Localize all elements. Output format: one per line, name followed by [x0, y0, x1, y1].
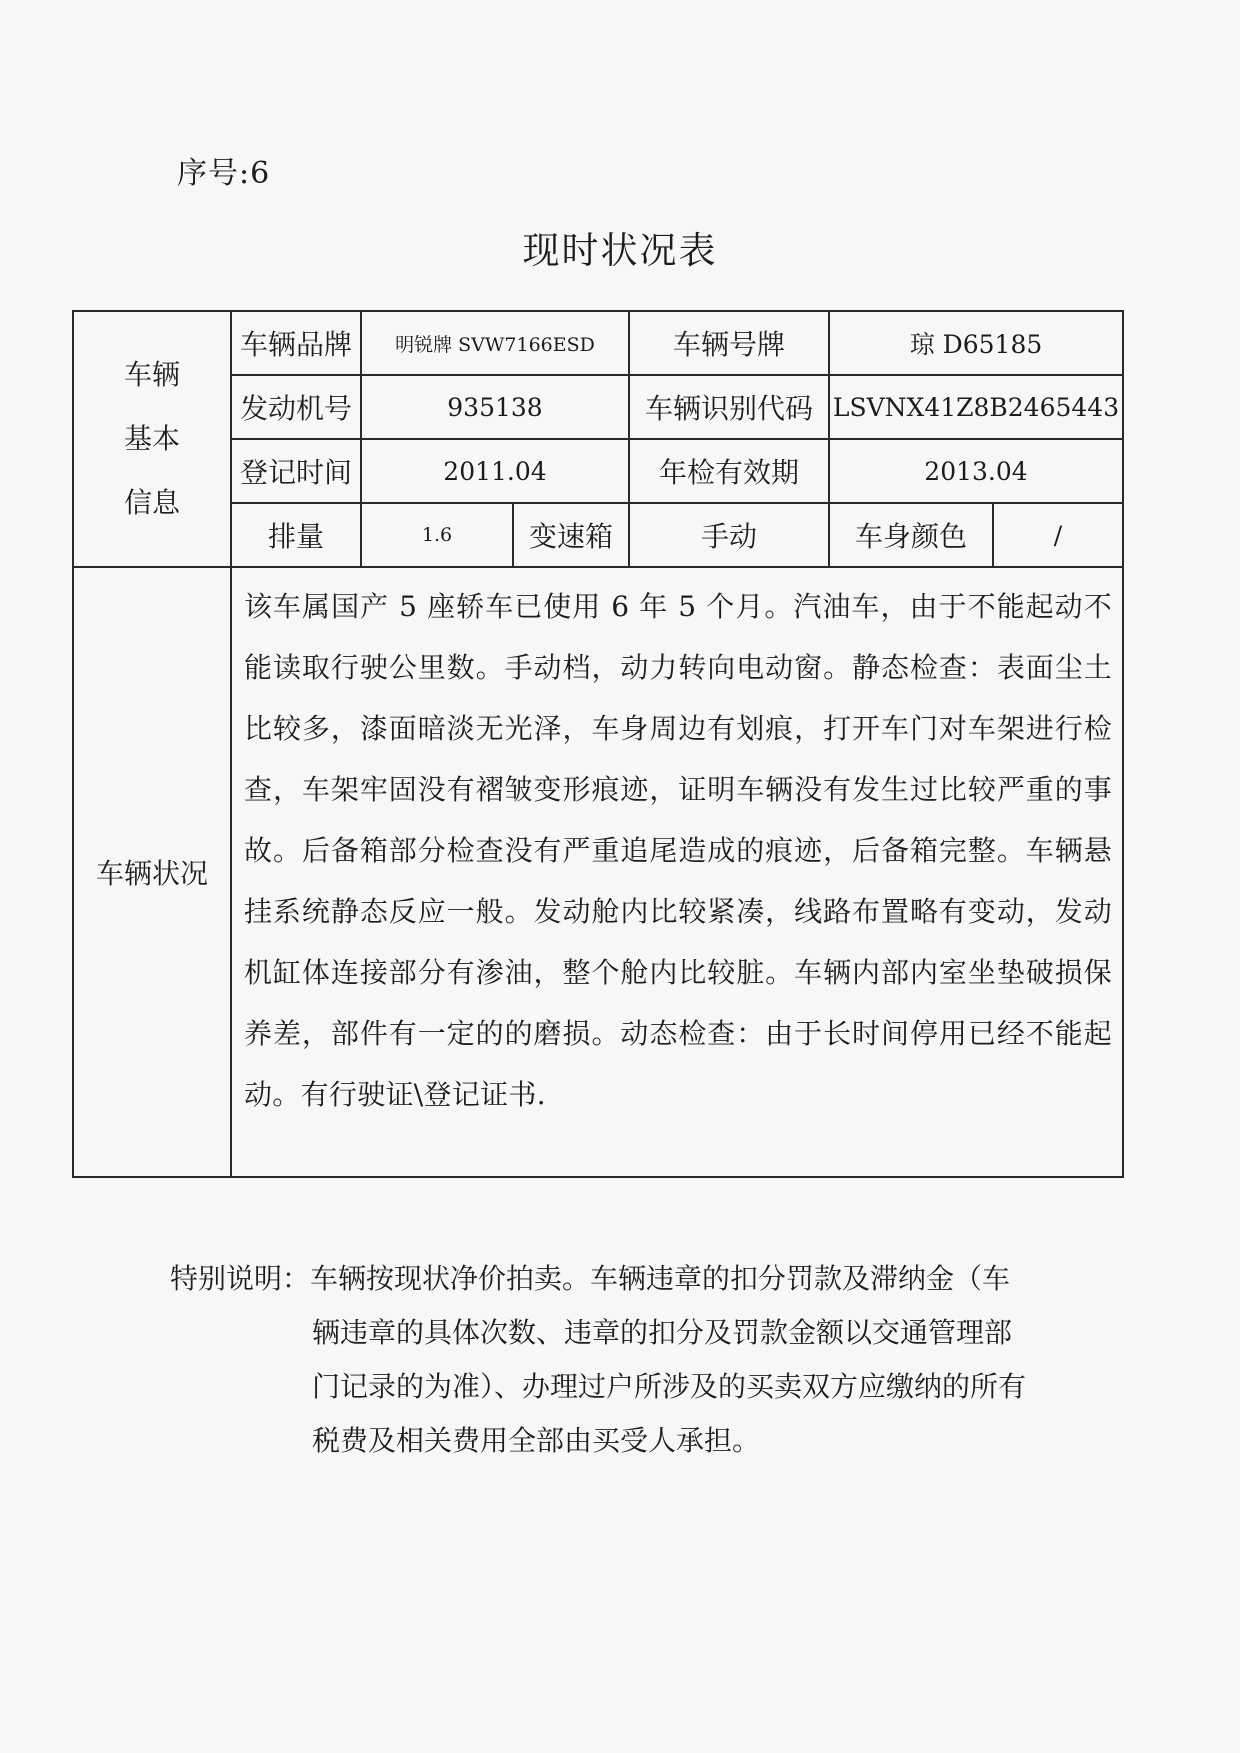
- sequence-number: 序号:6: [177, 156, 271, 191]
- inspection-value: 2013.04: [829, 439, 1123, 503]
- register-label: 登记时间: [231, 439, 361, 503]
- special-note-text: 车辆按现状净价拍卖。车辆违章的扣分罚款及滞纳金（车辆违章的具体次数、违章的扣分及罚款金额以交通管理部门记录的为准）、办理过户所涉及的买卖双方应缴纳的所有税费及相关费用全部由买受人承担。: [310, 1262, 1027, 1457]
- color-value: /: [993, 503, 1123, 567]
- basic-info-label-line: 基本: [123, 422, 180, 455]
- engine-label: 发动机号: [231, 375, 361, 439]
- page-title: 现时状况表: [522, 229, 718, 272]
- vin-label: 车辆识别代码: [629, 375, 829, 439]
- basic-info-label-line: 信息: [123, 486, 180, 519]
- brand-value: 明锐牌 SVW7166ESD: [361, 311, 629, 375]
- register-value: 2011.04: [361, 439, 629, 503]
- vehicle-status-table: [72, 310, 1124, 1178]
- basic-info-label-line: 车辆: [123, 358, 180, 391]
- displacement-value: 1.6: [361, 503, 513, 567]
- table-row: [73, 439, 1123, 503]
- table-row: [73, 567, 1123, 1177]
- gearbox-label: 变速箱: [513, 503, 629, 567]
- condition-text: 该车属国产 5 座轿车已使用 6 年 5 个月。汽油车，由于不能起动不能读取行驶公里数。手动档，动力转向电动窗。静态检查：表面尘土比较多，漆面暗淡无光泽，车身周边有划痕，打开车门对车架进行检查，车架牢固没有褶皱变形痕迹，证明车辆没有发生过比较严重的事故。后备箱部分检查没有严重追尾造成的痕迹，后备箱完整。车辆悬挂系统静态反应一般。发动舱内比较紧凑，线路布置略有变动，发动机缸体连接部分有渗油，整个舱内比较脏。车辆内部内室坐垫破损保养差，部件有一定的的磨损。动态检查：由于长时间停用已经不能起动。有行驶证\登记证书.: [231, 567, 1123, 1177]
- special-note-label: 特别说明：: [170, 1262, 311, 1295]
- color-label: 车身颜色: [829, 503, 993, 567]
- gearbox-value: 手动: [629, 503, 829, 567]
- inspection-label: 年检有效期: [629, 439, 829, 503]
- engine-value: 935138: [361, 375, 629, 439]
- brand-label: 车辆品牌: [231, 311, 361, 375]
- table-row: [73, 375, 1123, 439]
- plate-label: 车辆号牌: [629, 311, 829, 375]
- displacement-label: 排量: [231, 503, 361, 567]
- table-row: [73, 503, 1123, 567]
- table-row: [73, 311, 1123, 375]
- condition-label: 车辆状况: [73, 567, 231, 1177]
- vin-value: LSVNX41Z8B2465443: [829, 375, 1123, 439]
- plate-value: 琼 D65185: [829, 311, 1123, 375]
- basic-info-section-label: [73, 311, 231, 567]
- special-note: [170, 1252, 1032, 1468]
